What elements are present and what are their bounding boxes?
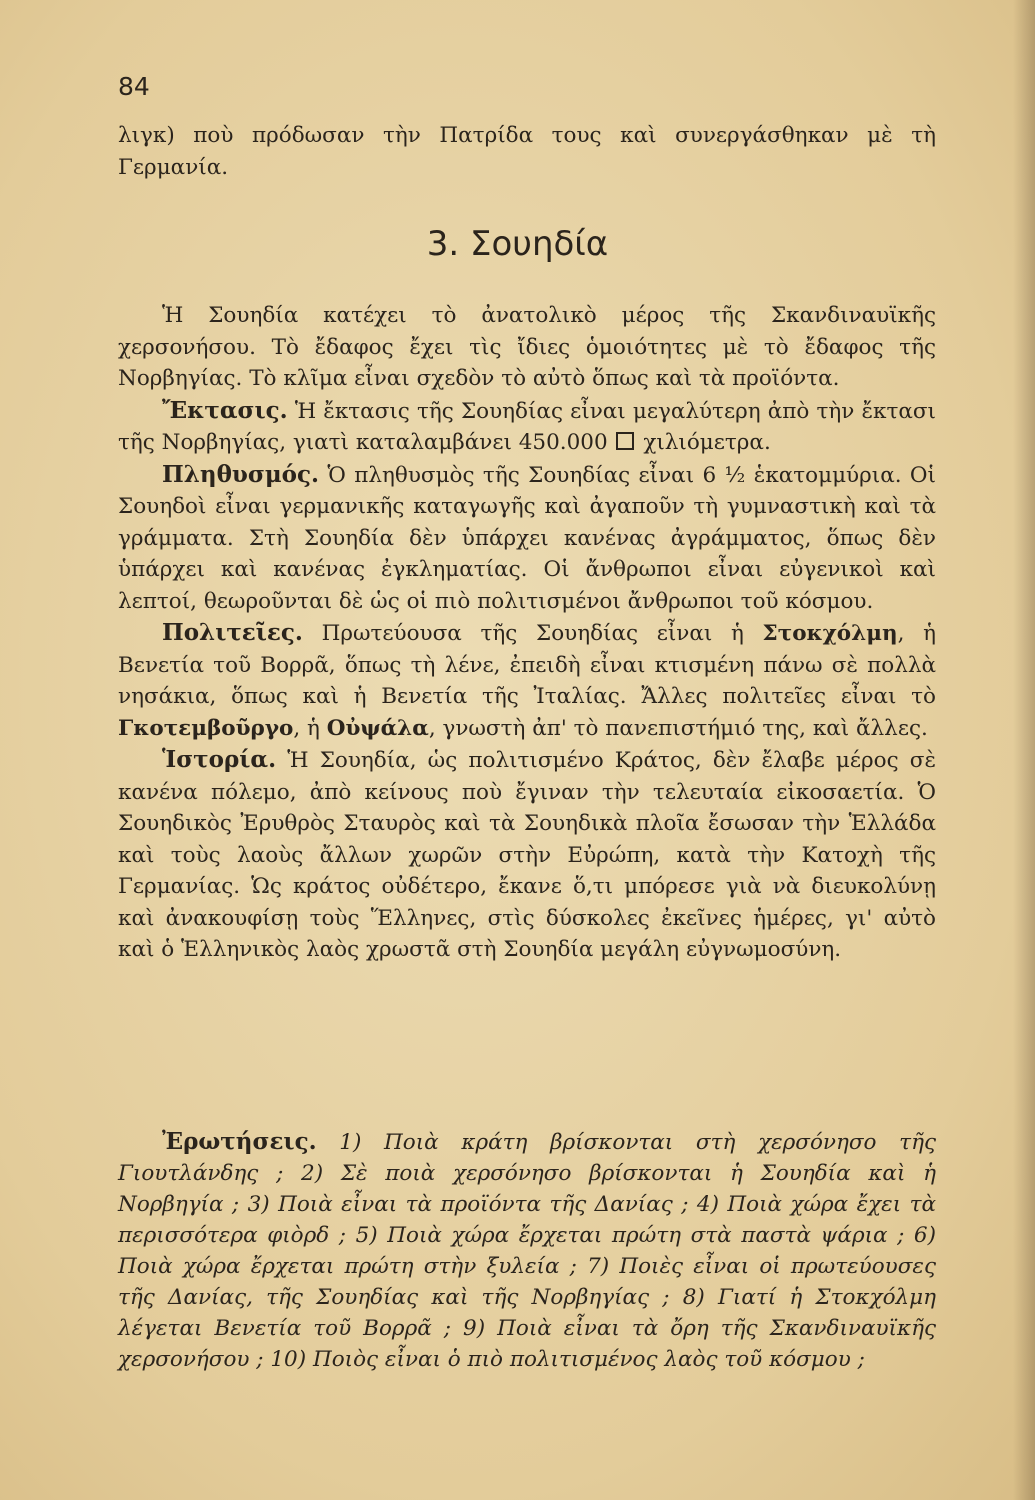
paragraph-overview: Ἡ Σουηδία κατέχει τὸ ἀνατολικὸ μέρος τῆς Σκανδιναυϊκῆς χερσονήσου. Τὸ ἔδαφος ἔχει τὶς ἴδιες ὁμοιότητες μὲ τὸ ἔδαφος τῆς Νορβηγίας. Τὸ κλῖμα εἶναι σχεδὸν τὸ αὐτὸ ὅπως καὶ τὰ προϊόντα. <box>118 303 936 391</box>
page-number: 84 <box>118 72 150 101</box>
area-text-after: χιλιόμετρα. <box>636 430 771 455</box>
city-uppsala: Οὐψάλα <box>326 715 429 741</box>
paragraph-area <box>118 395 936 459</box>
section-body <box>118 300 936 966</box>
cities-text-1: Πρωτεύουσα τῆς Σουηδίας εἶναι ἡ <box>302 621 763 646</box>
paragraph-questions <box>118 1126 936 1375</box>
city-gothenburg: Γκοτεμβοῦργο <box>118 715 294 741</box>
history-label: Ἱστορία. <box>162 746 277 773</box>
history-text: Ἡ Σουηδία, ὡς πολιτισμένο Κράτος, δὲν ἔλαβε μέρος σὲ κανένα πόλεμο, ἀπὸ κείνους ποὺ ἔγιναν τὴν τελευταία εἰκοσαετία. Ὁ Σουηδικὸς Ἐρυθρὸς Σταυρὸς καὶ τὰ Σουηδικὰ πλοῖα ἔσωσαν τὴν Ἑλλάδα καὶ τοὺς λαοὺς ἄλλων χωρῶν στὴν Εὐρώπη, κατὰ τὴν Κατοχὴ τῆς Γερμανίας. Ὡς κράτος οὐδέτερο, ἔκανε ὅ,τι μπόρεσε γιὰ νὰ διευκολύνῃ καὶ ἀνακουφίσῃ τοὺς Ἕλληνες, στὶς δύσκολες ἐκεῖνες ἡμέρες, γι' αὐτὸ καὶ ὁ Ἑλληνικὸς λαὸς χρωστᾶ στὴ Σουηδία μεγάλη εὐγνωμοσύνη. <box>118 748 936 962</box>
section-title: 3. Σουηδία <box>426 224 609 264</box>
paragraph-population <box>118 459 936 618</box>
questions-text: 1) Ποιὰ κράτη βρίσκονται στὴ χερσόνησο τῆς Γιουτλάνδης ; 2) Σὲ ποιὰ χερσόνησο βρίσκονται ἡ Σουηδία καὶ ἡ Νορβηγία ; 3) Ποιὰ εἶναι τὰ προϊόντα τῆς Δανίας ; 4) Ποιὰ χώρα ἔχει τὰ περισσότερα φιὸρδ ; 5) Ποιὰ χώρα ἔρχεται πρώτη στὰ παστὰ ψάρια ; 6) Ποιὰ χώρα ἔρχεται πρώτη στὴν ξυλεία ; 7) Ποιὲς εἶναι οἱ πρωτεύουσες τῆς Δανίας, τῆς Σουηδίας καὶ τῆς Νορβηγίας ; 8) Γιατί ἡ Στοκχόλμη λέγεται Βενετία τοῦ Βορρᾶ ; 9) Ποιὰ εἶναι τὰ ὄρη τῆς Σκανδιναυϊκῆς χερσονήσου ; 10) Ποιὸς εἶναι ὁ πιὸ πολιτισμένος λαὸς τοῦ κόσμου ; <box>118 1130 936 1372</box>
area-label: Ἔκτασις. <box>162 396 288 424</box>
square-symbol-icon <box>616 432 634 450</box>
intro-paragraph <box>118 120 936 183</box>
cities-text-4: , γνωστὴ ἀπ' τὸ πανεπιστήμιό της, καὶ ἄλλες. <box>428 715 928 741</box>
cities-text-3: , ἡ <box>293 715 327 741</box>
area-text-before: Ἡ ἔκτασις τῆς Σουηδίας εἶναι μεγαλύτερη ἀπὸ τὴν ἔκτασι τῆς Νορβηγίας, γιατὶ καταλαμβάνει 450.000 <box>118 398 936 455</box>
intro-text: λιγκ) ποὺ πρόδωσαν τὴν Πατρίδα τους καὶ συνεργάσθηκαν μὲ τὴ Γερμανία. <box>118 123 936 180</box>
population-text: Ὁ πληθυσμὸς τῆς Σουηδίας εἶναι 6 ½ ἑκατομμύρια. Οἱ Σουηδοὶ εἶναι γερμανικῆς καταγωγῆς καὶ ἀγαποῦν τὴ γυμναστικὴ καὶ τὰ γράμματα. Στὴ Σουηδία δὲν ὑπάρχει κανένας ἀγράμματος, ὅπως δὲν ὑπάρχει καὶ κανένας ἐγκληματίας. Οἱ ἄνθρωποι εἶναι εὐγενικοὶ καὶ λεπτοί, θεωροῦνται δὲ ὡς οἱ πιὸ πολιτισμένοι ἄνθρωποι τοῦ κόσμου. <box>118 462 936 614</box>
city-stockholm: Στοκχόλμη <box>762 621 898 646</box>
cities-label: Πολιτεῖες. <box>162 619 303 646</box>
population-label: Πληθυσμός. <box>162 460 320 488</box>
questions-block <box>118 1126 936 1375</box>
cities-text-2: , ἡ Βενετία τοῦ Βορρᾶ, ὅπως τὴ λένε, ἐπειδὴ εἶναι κτισμένη πάνω σὲ πολλὰ νησάκια, ὅπως καὶ ἡ Βενετία τῆς Ἰταλίας. Ἄλλες πολιτεῖες εἶναι τὸ <box>118 621 936 709</box>
questions-label: Ἐρωτήσεις. <box>162 1128 317 1155</box>
paragraph-history <box>118 744 936 966</box>
paragraph-cities <box>118 617 936 744</box>
